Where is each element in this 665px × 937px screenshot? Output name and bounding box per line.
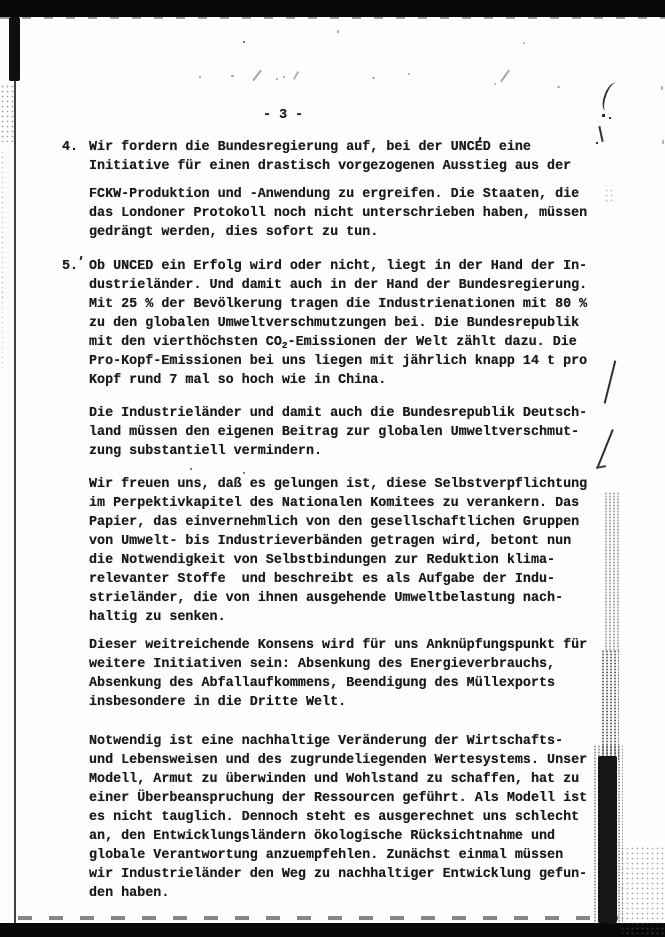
scan-artifact-dot	[596, 142, 598, 144]
ink-speck	[190, 468, 192, 470]
pencil-slash	[293, 71, 299, 80]
text-line: relevanter Stoffe und beschreibt es als Aufgabe der Indu-	[89, 572, 556, 587]
pencil-dot	[276, 78, 278, 80]
pencil-dot	[557, 86, 560, 88]
paragraph-notwendig	[89, 732, 587, 903]
scan-artifact-right-black-band	[598, 756, 617, 923]
paragraph-5-number: 5.	[62, 259, 79, 274]
text-line: und Lebensweisen und des zugrundeliegenden Wertesystems. Unser	[89, 753, 588, 768]
text-line: Kopf rund 7 mal so hoch wie in China.	[89, 373, 387, 388]
text-line: zung substantiell vermindern.	[89, 444, 323, 459]
scan-artifact-dot	[602, 114, 605, 117]
ink-speck	[243, 472, 245, 474]
text-line: Modell, Armut zu überwinden und Wohlstand zu schaffen, hat zu	[89, 772, 580, 787]
text-line: es nicht tauglich. Dennoch steht es ausgerechnet uns schlecht	[89, 810, 580, 825]
text-line: FCKW-Produktion und -Anwendung zu ergreifen. Die Staaten, die	[89, 187, 580, 202]
ink-speck	[243, 41, 245, 43]
scan-artifact-slash-foot	[596, 465, 606, 469]
text-line: Pro-Kopf-Emissionen bei uns liegen mit jährlich knapp 14 t pro	[89, 354, 588, 369]
scan-artifact-top-bar	[0, 0, 665, 17]
text-line: den haben.	[89, 886, 170, 901]
paragraph-4-lines-b	[89, 185, 587, 242]
text-line: globale Verantwortung anzuempfehlen. Zunächst einmal müssen	[89, 848, 564, 863]
text-line: gedrängt werden, dies sofort zu tun.	[89, 225, 379, 240]
scan-artifact-dot	[609, 117, 611, 119]
text-line: Mit 25 % der Bevölkerung tragen die Industrienationen mit 80 %	[89, 297, 588, 312]
paragraph-5-lines-a	[89, 257, 587, 333]
scan-artifact-slash-mark	[596, 429, 614, 469]
pencil-dot	[231, 75, 234, 77]
scan-artifact-left-fold-line	[14, 20, 16, 923]
text-line: einer Überbeanspruchung der Ressourcen geführt. Als Modell ist	[89, 791, 588, 806]
text-line: Ob UNCED ein Erfolg wird oder nicht, liegt in der Hand der In-	[89, 259, 588, 274]
pencil-dot	[337, 30, 339, 33]
paragraph-4	[62, 138, 587, 242]
paragraph-selbstverpflichtung	[89, 475, 587, 627]
paragraph-5-lines-b	[89, 352, 587, 390]
scan-artifact-left-speckle-faint	[0, 290, 6, 370]
text-line: Notwendig ist eine nachhaltige Veränderung der Wirtschafts-	[89, 734, 564, 749]
co2-line-pre: mit den vierthöchsten CO	[89, 335, 282, 350]
text-line: Die Industrieländer und damit auch die Bundesrepublik Deutsch-	[89, 406, 588, 421]
paragraph-4-lines-a	[89, 138, 587, 176]
text-line: Wir freuen uns, daß es gelungen ist, diese Selbstverpflichtung	[89, 477, 588, 492]
text-line: haltig zu senken.	[89, 610, 226, 625]
scan-artifact-edge-dash	[662, 140, 664, 144]
pencil-dot	[372, 77, 375, 79]
text-line: weitere Initiativen sein: Absenkung des Energieverbrauchs,	[89, 657, 556, 672]
scan-artifact-left-blob	[9, 17, 20, 81]
text-line: Dieser weitreichende Konsens wird für uns Anknüpfungspunkt für	[89, 638, 588, 653]
scan-artifact-corner-speckle	[620, 846, 665, 934]
text-line: Wir fordern die Bundesregierung auf, bei der UNCED eine	[89, 140, 531, 155]
paragraph-industrielaender	[89, 404, 587, 461]
co2-subscript: 2	[281, 340, 288, 351]
text-line: Absenkung des Abfallaufkommens, Beendigung des Müllexports	[89, 676, 556, 691]
paragraph-5	[62, 257, 587, 390]
text-line: wir Industrieländer den Weg zu nachhaltiger Entwicklung gefun-	[89, 867, 588, 882]
text-line: von Umwelt- bis Industrieverbänden getragen wird, betont nun	[89, 534, 572, 549]
co2-line-post: -Emissionen der Welt zählt dazu. Die	[287, 335, 577, 350]
text-line: land müssen den eigenen Beitrag zur globalen Umweltverschmut-	[89, 425, 580, 440]
scan-artifact-bottom-streak	[18, 916, 618, 920]
scan-artifact-left-speckle-patch	[0, 84, 15, 142]
paragraph-konsens	[89, 636, 587, 712]
pencil-dot	[494, 83, 496, 85]
pencil-dot	[283, 76, 285, 78]
pencil-slash	[252, 70, 262, 81]
scan-artifact-tick-mark	[598, 126, 603, 142]
scan-artifact-curl-mark	[600, 81, 623, 114]
paragraph-4-number: 4.	[62, 140, 79, 155]
pencil-dot	[199, 76, 201, 78]
text-line: Papier, das einvernehmlich von den gesellschaftlichen Gruppen	[89, 515, 580, 530]
scan-artifact-left-speckle-sparse	[0, 150, 7, 300]
scan-artifact-edge-dash	[661, 86, 663, 90]
scan-artifact-top-streak	[0, 17, 665, 19]
scan-artifact-right-speckle-band-mid	[601, 650, 619, 760]
text-line: zu den globalen Umweltverschmutzungen bei. Die Bundesrepublik	[89, 316, 580, 331]
scan-artifact-slash-mark	[604, 360, 617, 403]
text-line: strieländer, die von ihnen ausgehende Umweltbelastung nach-	[89, 591, 564, 606]
page-number: - 3 -	[263, 108, 304, 123]
scan-artifact-speck-cluster	[604, 188, 614, 202]
pencil-slash	[500, 70, 510, 83]
text-line: im Perpektivkapitel des Nationalen Komitees zu verankern. Das	[89, 496, 580, 511]
pencil-dot	[408, 73, 410, 75]
text-line: an, den Entwicklungsländern ökologische Rücksichtnahme und	[89, 829, 556, 844]
text-line: insbesondere in die Dritte Welt.	[89, 695, 347, 710]
text-line: Initiative für einen drastisch vorgezogenen Ausstieg aus der	[89, 159, 572, 174]
text-line: dustrieländer. Und damit auch in der Hand der Bundesregierung.	[89, 278, 588, 293]
pencil-dot	[523, 42, 525, 44]
text-line: das Londoner Protokoll noch nicht unterschrieben haben, müssen	[89, 206, 588, 221]
scan-artifact-bottom-bar	[0, 923, 665, 937]
scan-artifact-right-speckle-band-top	[604, 492, 620, 652]
paragraph-5-co2-line	[89, 333, 587, 352]
text-line: die Notwendigkeit von Selbstbindungen zur Reduktion klima-	[89, 553, 556, 568]
